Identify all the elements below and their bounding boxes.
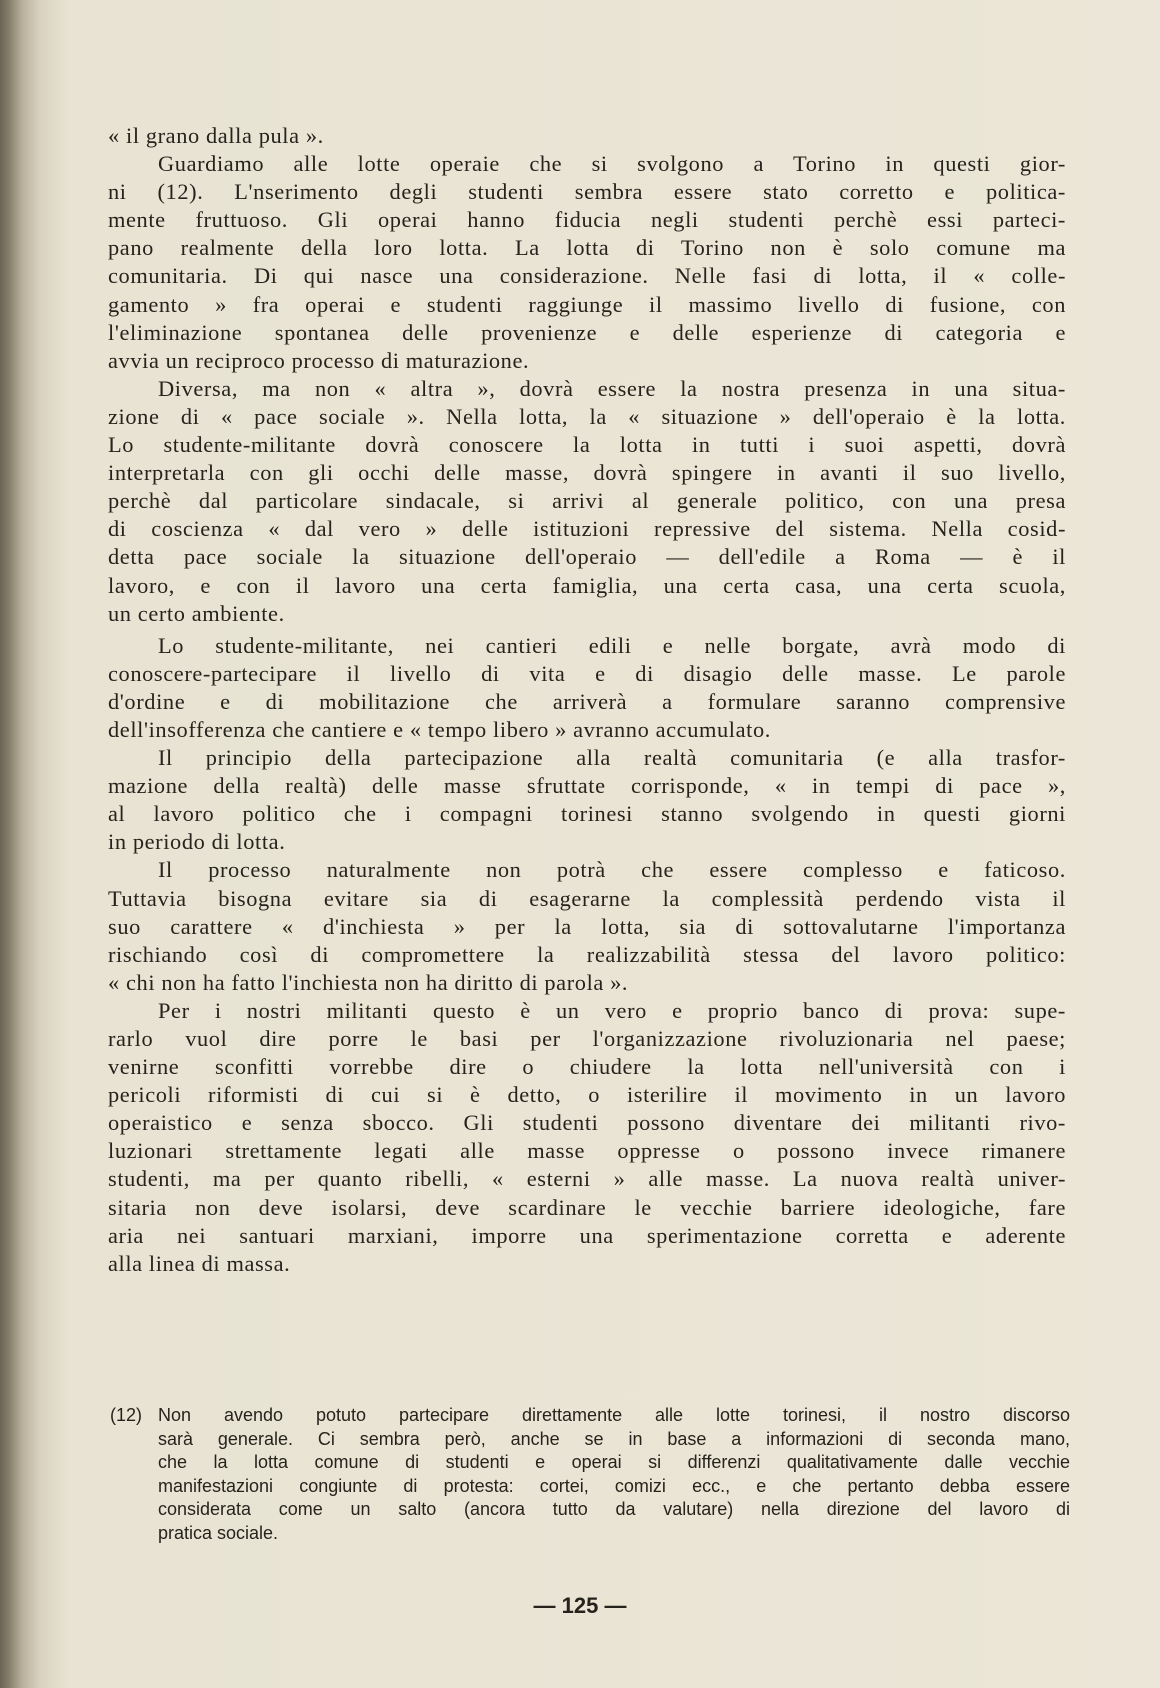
footnote-line: pratica sociale.	[158, 1522, 279, 1543]
text-line: in periodo di lotta.	[108, 829, 286, 855]
text-line: Tuttavia bisogna evitare sia di esagerarne la complessità perdendo vista il	[108, 885, 1066, 911]
footnote-number: (12)	[110, 1405, 143, 1425]
text-line: aria nei santuari marxiani, imporre una sperimentazione corretta e aderente	[108, 1222, 1066, 1248]
text-line: Guardiamo alle lotte operaie che si svolgono a Torino in questi gior-	[158, 151, 1066, 177]
text-line: conoscere-partecipare il livello di vita e di disagio delle masse. Le parole	[108, 660, 1066, 686]
text-line: mazione della realtà) delle masse sfruttate corrisponde, « in tempi di pace »,	[108, 773, 1066, 799]
text-line: Per i nostri militanti questo è un vero e proprio banco di prova: supe-	[158, 997, 1066, 1023]
text-line: rarlo vuol dire porre le basi per l'organizzazione rivoluzionaria nel paese;	[108, 1026, 1066, 1051]
text-line: interpretarla con gli occhi delle masse, dovrà spingere in avanti il suo livello,	[108, 460, 1066, 486]
text-line: pericoli riformisti di cui si è detto, o isterilire il movimento in un lavoro	[108, 1082, 1066, 1108]
text-line: un certo ambiente.	[108, 600, 285, 626]
text-line: Lo studente-militante dovrà conoscere la lotta in tutti i suoi aspetti, dovrà	[108, 432, 1066, 458]
text-line: comunitaria. Di qui nasce una considerazione. Nelle fasi di lotta, il « colle-	[108, 263, 1066, 289]
text-line: « il grano dalla pula ».	[108, 123, 324, 148]
text-line: avvia un reciproco processo di maturazione.	[108, 347, 530, 373]
footnote-line: manifestazioni congiunte di protesta: cortei, comizi ecc., e che pertanto debba essere	[158, 1475, 1070, 1496]
text-line: Diversa, ma non « altra », dovrà essere la nostra presenza in una situa-	[158, 375, 1066, 401]
text-line: pano realmente della loro lotta. La lotta di Torino non è solo comune ma	[108, 235, 1066, 261]
text-line: dell'insofferenza che cantiere e « tempo libero » avranno accumulato.	[108, 716, 771, 742]
text-line: gamento » fra operai e studenti raggiunge il massimo livello di fusione, con	[108, 291, 1066, 317]
body-text	[108, 122, 1066, 1278]
footnote-line: Non avendo potuto partecipare direttamente alle lotte torinesi, il nostro discorso	[158, 1405, 1070, 1425]
text-line: alla linea di massa.	[108, 1250, 291, 1276]
text-line: ni (12). L'nserimento degli studenti sembra essere stato corretto e politica-	[108, 179, 1066, 205]
text-line: l'eliminazione spontanea delle provenienze e delle esperienze di categoria e	[108, 319, 1066, 345]
text-line: mente fruttuoso. Gli operai hanno fiducia negli studenti perchè essi parteci-	[108, 207, 1066, 233]
text-line: suo carattere « d'inchiesta » per la lotta, sia di sottovalutarne l'importanza	[108, 913, 1066, 939]
footnote-text	[158, 1404, 1070, 1545]
text-line: al lavoro politico che i compagni torinesi stanno svolgendo in questi giorni	[108, 801, 1066, 827]
text-line: operaistico e senza sbocco. Gli studenti possono diventare dei militanti rivo-	[108, 1110, 1066, 1136]
text-line: studenti, ma per quanto ribelli, « esterni » alle masse. La nuova realtà univer-	[108, 1166, 1066, 1192]
text-line: luzionari strettamente legati alle masse oppresse o possono invece rimanere	[108, 1138, 1066, 1164]
footnote-line: sarà generale. Ci sembra però, anche se in base a informazioni di seconda mano,	[158, 1428, 1070, 1449]
page-number: — 125 —	[533, 1593, 627, 1618]
text-line: zione di « pace sociale ». Nella lotta, la « situazione » dell'operaio è la lotta.	[108, 403, 1066, 429]
text-line: Il principio della partecipazione alla realtà comunitaria (e alla trasfor-	[158, 745, 1066, 771]
footnote	[110, 1404, 1070, 1545]
text-line: di coscienza « dal vero » delle istituzioni repressive del sistema. Nella cosid-	[108, 516, 1066, 542]
text-line: rischiando così di compromettere la realizzabilità stessa del lavoro politico:	[108, 941, 1066, 967]
text-line: sitaria non deve isolarsi, deve scardinare le vecchie barriere ideologiche, fare	[108, 1194, 1066, 1220]
text-line: d'ordine e di mobilitazione che arriverà a formulare saranno comprensive	[108, 688, 1066, 714]
text-line: « chi non ha fatto l'inchiesta non ha diritto di parola ».	[108, 969, 629, 995]
text-line: lavoro, e con il lavoro una certa famiglia, una certa casa, una certa scuola,	[108, 572, 1066, 598]
text-line: Lo studente-militante, nei cantieri edili e nelle borgate, avrà modo di	[158, 632, 1066, 658]
text-line: perchè dal particolare sindacale, si arrivi al generale politico, con una presa	[108, 488, 1066, 514]
text-line: detta pace sociale la situazione dell'operaio — dell'edile a Roma — è il	[108, 544, 1066, 570]
text-line: Il processo naturalmente non potrà che essere complesso e faticoso.	[158, 857, 1066, 883]
footnote-line: considerata come un salto (ancora tutto da valutare) nella direzione del lavoro di	[158, 1499, 1070, 1519]
footnote-line: che la lotta comune di studenti e operai si differenzi qualitativamente dalle vecchie	[158, 1452, 1070, 1472]
text-line: venirne sconfitti vorrebbe dire o chiudere la lotta nell'università con i	[108, 1054, 1066, 1080]
